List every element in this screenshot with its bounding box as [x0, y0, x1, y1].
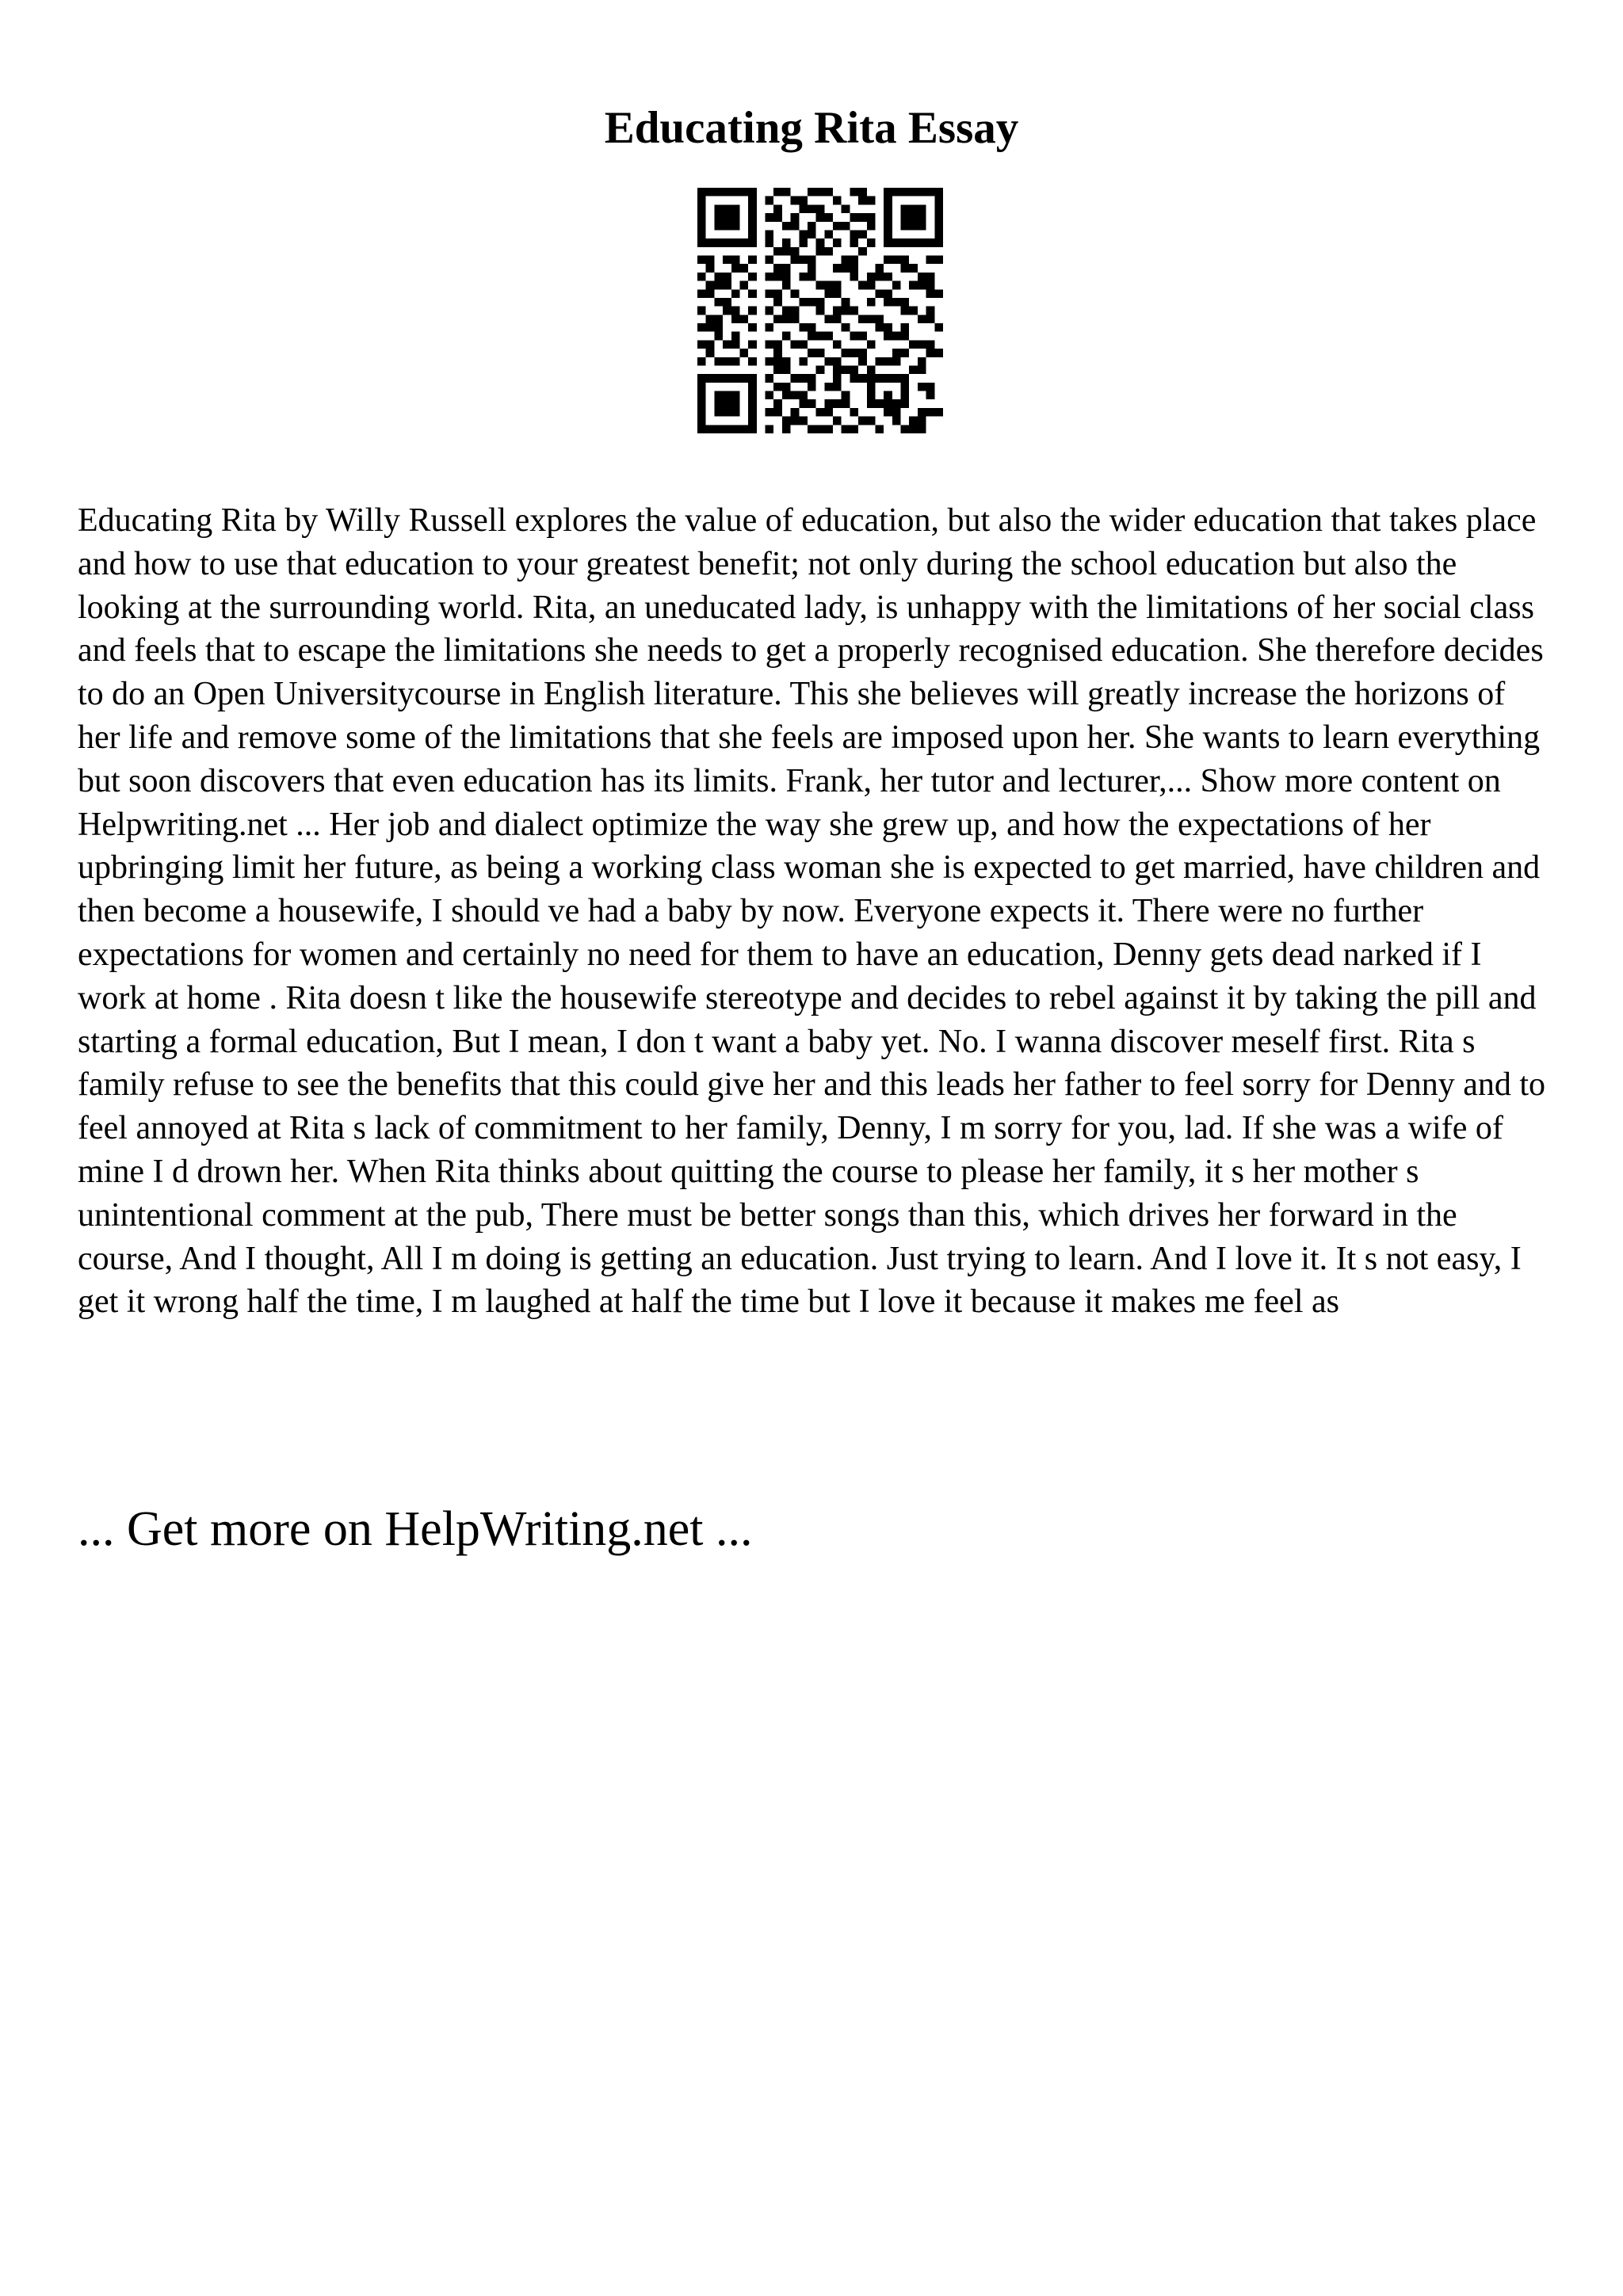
essay-body-text: Educating Rita by Willy Russell explores the value of education, but also the wider education that takes place and how to use that education to your greatest benefit; not only during the school education but also the looking at the surrounding world. Rita, an uneducated lady, is unhappy with the limitations of her social class and feels that to escape the limitations she needs to get a properly recognised education. She therefore decides to do an Open Universitycourse in English literature. This she believes will greatly increase the horizons of her life and remove some of the limitations that she feels are imposed upon her. She wants to learn everything but soon discovers that even education has its limits. Frank, her tutor and lecturer,... Show more content on Helpwriting.net ... Her job and dialect optimize the way she grew up, and how the expectations of her upbringing limit her future, as being a working class woman she is expected to get married, have children and then become a housewife, I should ve had a baby by now. Everyone expects it. There were no further expectations for women and certainly no need for them to have an education, Denny gets dead narked if I work at home . Rita doesn t like the housewife stereotype and decides to rebel against it by taking the pill and starting a formal education, But I mean, I don t want a baby yet. No. I wanna discover meself first. Rita s family refuse to see the benefits that this could give her and this leads her father to feel sorry for Denny and to feel annoyed at Rita s lack of commitment to her family, Denny, I m sorry for you, lad. If she was a wife of mine I d drown her. When Rita thinks about quitting the course to please her family, it s her mother s unintentional comment at the pub, There must be better songs than this, which drives her forward in the course, And I thought, All I m doing is getting an education. Just trying to learn. And I love it. It s not easy, I get it wrong half the time, I m laughed at half the time but I love it because it makes me feel as [78, 502, 1546, 1321]
qr-code-icon [697, 188, 943, 433]
get-more-link[interactable]: ... Get more on HelpWriting.net ... [78, 1502, 753, 1556]
page-title: Educating Rita Essay [604, 103, 1019, 153]
